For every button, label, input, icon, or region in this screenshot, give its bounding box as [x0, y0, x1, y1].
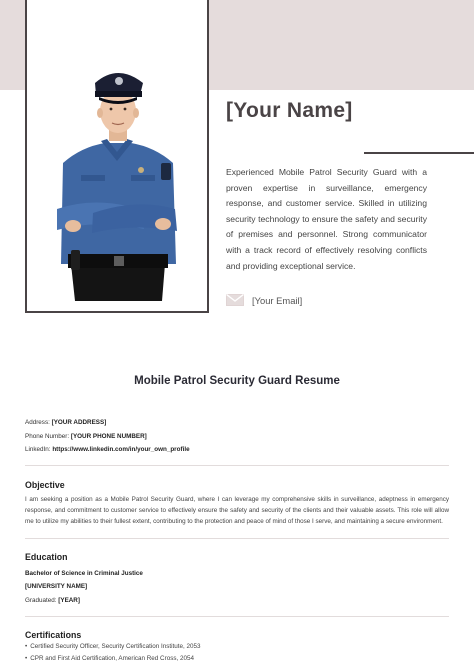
phone-value: [YOUR PHONE NUMBER]	[70, 432, 147, 440]
list-item: • Certified Security Officer, Security Certification Institute, 2053	[25, 641, 201, 653]
certifications-list	[25, 641, 201, 664]
address-label: Address:	[25, 419, 50, 426]
university: [UNIVERSITY NAME]	[25, 583, 88, 591]
linkedin-line	[25, 443, 190, 457]
document-title: Mobile Patrol Security Guard Resume	[134, 375, 340, 387]
profile-photo	[35, 59, 200, 301]
profile-summary: Experienced Mobile Patrol Security Guard with a proven expertise in surveillance, emergency response, and customer service. Skilled in utilizing security technology to ensure the safety and security of premises and personnel. Strong communicator with a track record of effectively resolving conflicts and providing exceptional service.	[226, 167, 427, 271]
education-heading: Education	[25, 552, 68, 562]
envelope-icon	[226, 294, 244, 306]
objective-heading: Objective	[25, 480, 65, 490]
linkedin-link[interactable]: https://www.linkedin.com/in/your_own_profile	[52, 446, 190, 453]
photo-frame	[25, 0, 209, 313]
section-divider	[25, 465, 449, 466]
contact-block	[25, 416, 190, 457]
phone-line	[25, 430, 190, 444]
phone-label: Phone Number:	[25, 432, 70, 440]
security-guard-portrait	[35, 59, 200, 301]
address-line	[25, 416, 190, 430]
graduated-value: [YEAR]	[58, 596, 80, 604]
certifications-heading: Certifications	[25, 630, 82, 640]
list-item: • CPR and First Aid Certification, American Red Cross, 2054	[25, 653, 201, 665]
graduated-label: Graduated:	[25, 596, 57, 604]
name-divider	[364, 152, 474, 154]
graduated-line	[25, 594, 143, 607]
email-text[interactable]: [Your Email]	[252, 294, 303, 306]
objective-text: I am seeking a position as a Mobile Patrol Security Guard, where I can leverage my comprehensive skills in surveillance, adeptness in emergency response, and commitment to customer service to effectively ensure the safety and security of the clients and their valuable assets. This role will allow me to utilize my abilities to their fullest extent, contributing to the protection and peace of mind of those I serve, and maintaining a secure environment.	[25, 496, 449, 525]
candidate-name: [Your Name]	[226, 99, 353, 122]
section-divider	[25, 538, 449, 539]
education-block	[25, 567, 143, 607]
email-row[interactable]	[226, 294, 302, 306]
section-divider	[25, 616, 449, 617]
address-value: [YOUR ADDRESS]	[51, 419, 107, 426]
linkedin-label: LinkedIn:	[25, 446, 51, 453]
degree: Bachelor of Science in Criminal Justice	[25, 570, 143, 577]
